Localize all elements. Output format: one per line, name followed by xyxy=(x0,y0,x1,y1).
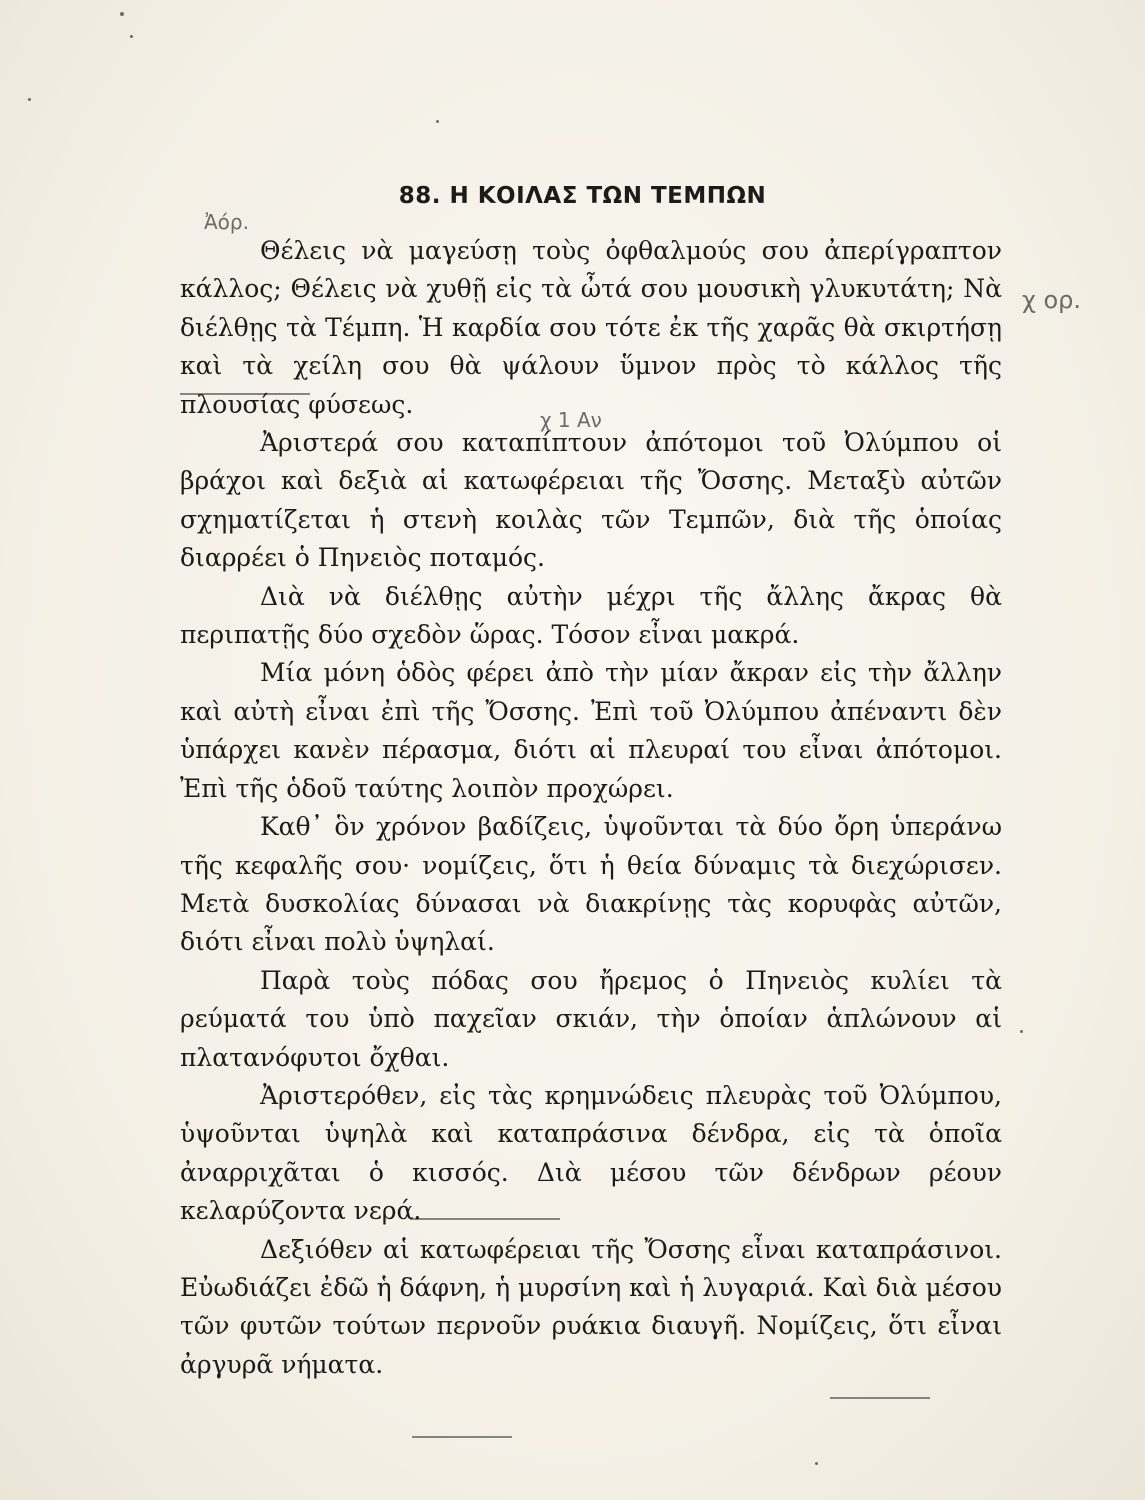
article-body xyxy=(180,232,1002,1384)
page-title: 88. Η ΚΟΙΛΑΣ ΤΩΝ ΤΕΜΠΩΝ xyxy=(398,183,767,209)
dust-speck xyxy=(130,35,133,38)
dust-speck xyxy=(28,98,31,101)
paragraph-7: Ἀριστερόθεν, εἰς τὰς κρημνώδεις πλευρὰς τοῦ Ὀλύμπου, ὑψοῦνται ὑψηλὰ καὶ καταπράσινα δένδρα, εἰς τὰ ὁποῖα ἀναρριχᾶται ὁ κισσός. Διὰ μέσου τῶν δένδρων ρέουν κελαρύζοντα νερά. xyxy=(180,1080,1002,1226)
paragraph-4: Μία μόνη ὁδὸς φέρει ἀπὸ τὴν μίαν ἄκραν εἰς τὴν ἄλλην καὶ αὐτὴ εἶναι ἐπὶ τῆς Ὄσσης. Ἐπὶ τοῦ Ὀλύμπου ἀπέναντι δὲν ὑπάρχει κανὲν πέρασμα, διότι αἱ πλευραί του εἶναι ἀπότομοι. Ἐπὶ τῆς ὁδοῦ ταύτης λοιπὸν προχώρει. xyxy=(180,658,1002,803)
paragraph-5: Καθ᾿ ὃν χρόνον βαδίζεις, ὑψοῦνται τὰ δύο ὄρη ὑπεράνω τῆς κεφαλῆς σου· νομίζεις, ὅτι ἡ θεία δύναμις τὰ διεχώρισεν. Μετὰ δυσκολίας δύνασαι νὰ διακρίνῃς τὰς κορυφὰς αὐτῶν, διότι εἶναι πολὺ ὑψηλαί. xyxy=(180,812,1002,957)
dust-speck xyxy=(436,120,439,123)
paragraph-8: Δεξιόθεν αἱ κατωφέρειαι τῆς Ὄσσης εἶναι καταπράσινοι. Εὐωδιάζει ἐδῶ ἡ δάφνη, ἡ μυρσίνη καὶ ἡ λυγαριά. Καὶ διὰ μέσου τῶν φυτῶν τούτων περνοῦν ρυάκια διαυγῆ. Νομίζεις, ὅτι εἶναι ἀργυρᾶ νήματα. xyxy=(180,1234,1002,1379)
dust-speck xyxy=(1020,1030,1023,1033)
dust-speck xyxy=(815,1462,818,1465)
margin-note-top-left: Ἀόρ. xyxy=(204,210,249,234)
paragraph-1: Θέλεις νὰ μαγεύσῃ τοὺς ὀφθαλμούς σου ἀπερίγραπτον κάλλος; Θέλεις νὰ χυθῇ εἰς τὰ ὦτά σου μουσικὴ γλυκυτάτη; Νὰ διέλθῃς τὰ Τέμπη. Ἡ καρδία σου τότε ἐκ τῆς χαρᾶς θὰ σκιρτήσῃ καὶ τὰ χείλη σου θὰ ψάλουν ὕμνον πρὸς τὸ κάλλος τῆς πλουσίας φύσεως. xyxy=(180,236,1002,419)
pencil-underline xyxy=(830,1397,930,1399)
paragraph-6: Παρὰ τοὺς πόδας σου ἤρεμος ὁ Πηνειὸς κυλίει τὰ ρεύματά του ὑπὸ παχεῖαν σκιάν, τὴν ὁποίαν ἁπλώνουν αἱ πλατανόφυτοι ὄχθαι. xyxy=(180,965,1002,1072)
paragraph-2: Ἀριστερά σου καταπίπτουν ἀπότομοι τοῦ Ὀλύμπου οἱ βράχοι καὶ δεξιὰ αἱ κατωφέρειαι τῆς Ὄσσης. Μεταξὺ αὐτῶν σχηματίζεται ἡ στενὴ κοιλὰς τῶν Τεμπῶν, διὰ τῆς ὁποίας διαρρέει ὁ Πηνειὸς ποταμός. xyxy=(180,428,1002,573)
margin-note-right: χ ορ. xyxy=(1022,286,1082,314)
dust-speck xyxy=(120,12,124,16)
paragraph-3: Διὰ νὰ διέλθῃς αὐτὴν μέχρι τῆς ἄλλης ἄκρας θὰ περιπατῇς δύο σχεδὸν ὥρας. Τόσον εἶναι μακρά. xyxy=(180,581,1002,650)
margin-note-inline: χ 1 Αν xyxy=(540,408,602,432)
pencil-underline xyxy=(412,1436,512,1438)
